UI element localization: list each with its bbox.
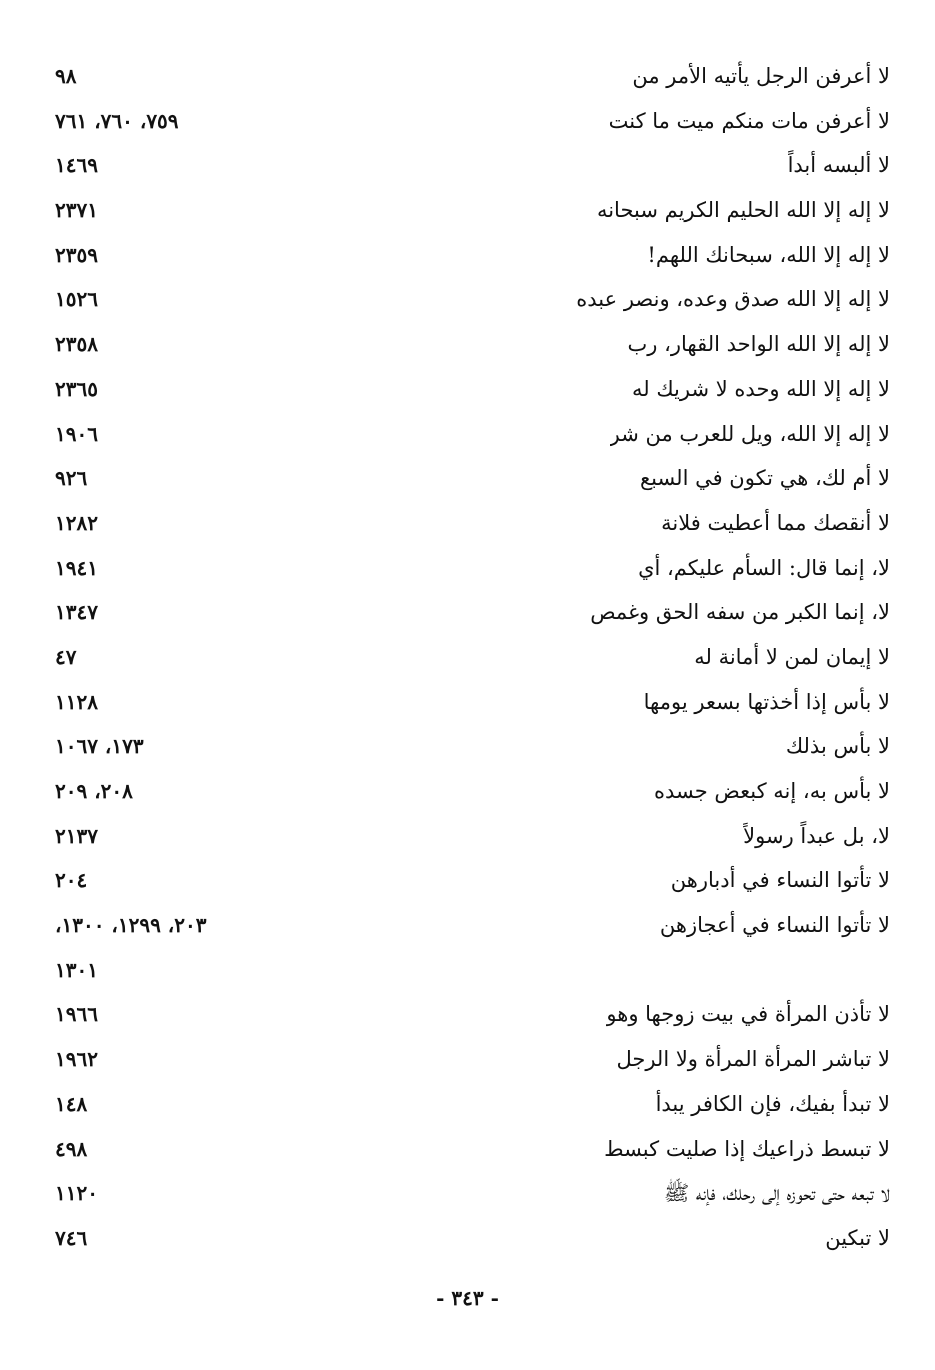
index-entry (55, 1037, 890, 1082)
index-entry (55, 322, 890, 367)
index-entry (55, 1216, 890, 1261)
entry-refs: ٤٩٨ (55, 1136, 88, 1161)
index-entry (55, 412, 890, 457)
entry-refs: ١٣٤٧ (55, 600, 98, 625)
index-entry (55, 1082, 890, 1127)
index-list (55, 54, 890, 1261)
index-entry (55, 635, 890, 680)
entry-refs: ٢١٣٧ (55, 823, 98, 848)
entry-text: لا بأس بذلك (785, 734, 890, 759)
index-entry (55, 188, 890, 233)
index-entry (55, 769, 890, 814)
entry-text: لا إيمان لمن لا أمانة له (694, 644, 890, 669)
entry-text: لا تأتوا النساء في أعجازهن (659, 913, 890, 938)
index-entry (55, 590, 890, 635)
entry-refs: ١٩٤١ (55, 555, 98, 580)
index-entry (55, 814, 890, 859)
entry-text: لا أعرفن مات منكم ميت ما كنت (608, 108, 890, 133)
entry-text: لا تأذن المرأة في بيت زوجها وهو (606, 1002, 890, 1027)
entry-refs: ٤٧ (55, 644, 77, 669)
index-entry (55, 992, 890, 1037)
entry-text: لا تبدأ بفيك، فإن الكافر يبدأ (655, 1091, 890, 1116)
entry-refs: ٢٣٥٩ (55, 242, 98, 267)
page-number: - ٣٤٣ - (436, 1286, 499, 1310)
index-entry (55, 143, 890, 188)
index-entry (55, 1171, 890, 1216)
entry-refs: ٢٣٥٨ (55, 332, 98, 357)
entry-text: لا إله إلا الله، سبحانك اللهم! (647, 242, 890, 267)
index-entry (55, 680, 890, 725)
entry-text: لا، إنما قال: السأم عليكم، أي (638, 555, 890, 580)
entry-text: لا تأتوا النساء في أدبارهن (670, 868, 890, 893)
entry-refs: ٢٠٨، ٢٠٩ (55, 779, 133, 803)
entry-text: لا أعرفن الرجل يأتيه الأمر من (632, 64, 890, 88)
index-entry (55, 858, 890, 903)
entry-refs: ٧٥٩، ٧٦٠، ٧٦١ (55, 108, 179, 133)
entry-text: لا إله إلا الله، ويل للعرب من شر (609, 421, 890, 446)
entry-text: لا ألبسه أبداً (787, 153, 890, 178)
index-entry (55, 546, 890, 591)
entry-text: لا بأس به، إنه كبعض جسده (654, 779, 890, 803)
entry-refs: ١٩٦٢ (55, 1047, 98, 1072)
entry-refs: ٩٨ (55, 64, 77, 88)
index-entry (55, 277, 890, 322)
entry-text: لا أم لك، هي تكون في السبع (639, 466, 890, 491)
index-entry (55, 903, 890, 948)
index-entry (55, 367, 890, 412)
entry-refs: ٢٣٦٥ (55, 376, 98, 401)
index-entry (55, 501, 890, 546)
entry-text: لا تبسط ذراعيك إذا صليت كبسط (604, 1136, 890, 1161)
index-entry (55, 233, 890, 278)
entry-refs: ١٥٢٦ (55, 287, 98, 312)
entry-text: لا إله إلا الله صدق وعده، ونصر عبده (576, 287, 890, 312)
entry-refs: ١٣٠١ (55, 957, 98, 982)
entry-text: لا، إنما الكبر من سفه الحق وغمص (590, 600, 890, 625)
entry-refs: ١٩٠٦ (55, 421, 98, 446)
entry-text: لا بأس إذا أخذتها بسعر يومها (643, 689, 890, 714)
entry-refs: ١٧٣، ١٠٦٧ (55, 734, 144, 759)
index-entry-continuation (55, 948, 890, 993)
entry-refs: ٢٣٧١ (55, 198, 98, 223)
entry-text: لا تبكين (825, 1225, 890, 1250)
entry-text: لا إله إلا الله الحليم الكريم سبحانه (596, 198, 890, 223)
entry-refs: ١١٢٠ (55, 1181, 98, 1206)
entry-refs: ٢٠٤ (55, 868, 88, 893)
index-entry (55, 724, 890, 769)
index-entry (55, 1127, 890, 1172)
entry-refs: ٩٢٦ (55, 466, 88, 491)
entry-text: لا تباشر المرأة المرأة ولا الرجل (616, 1047, 890, 1072)
entry-refs: ١٤٦٩ (55, 153, 98, 178)
entry-text: لا، بل عبداً رسولاً (743, 823, 890, 848)
index-entry (55, 456, 890, 501)
entry-text: لا إله إلا الله وحده لا شريك له (632, 376, 890, 401)
entry-refs: ٢٠٣، ١٢٩٩، ١٣٠٠، (55, 913, 207, 938)
index-entry (55, 99, 890, 144)
index-entry (55, 54, 890, 99)
entry-text: لا تبعه حتى تحوزه إلى رحلك، فإنه ﷺ (663, 1181, 890, 1206)
entry-refs: ١٤٨ (55, 1091, 88, 1116)
entry-refs: ١٢٨٢ (55, 510, 98, 535)
entry-text: لا أنقصك مما أعطيت فلانة (661, 510, 890, 535)
entry-refs: ١١٢٨ (55, 689, 98, 714)
entry-refs: ١٩٦٦ (55, 1002, 98, 1027)
entry-refs: ٧٤٦ (55, 1225, 88, 1250)
entry-text: لا إله إلا الله الواحد القهار، رب (627, 332, 890, 357)
